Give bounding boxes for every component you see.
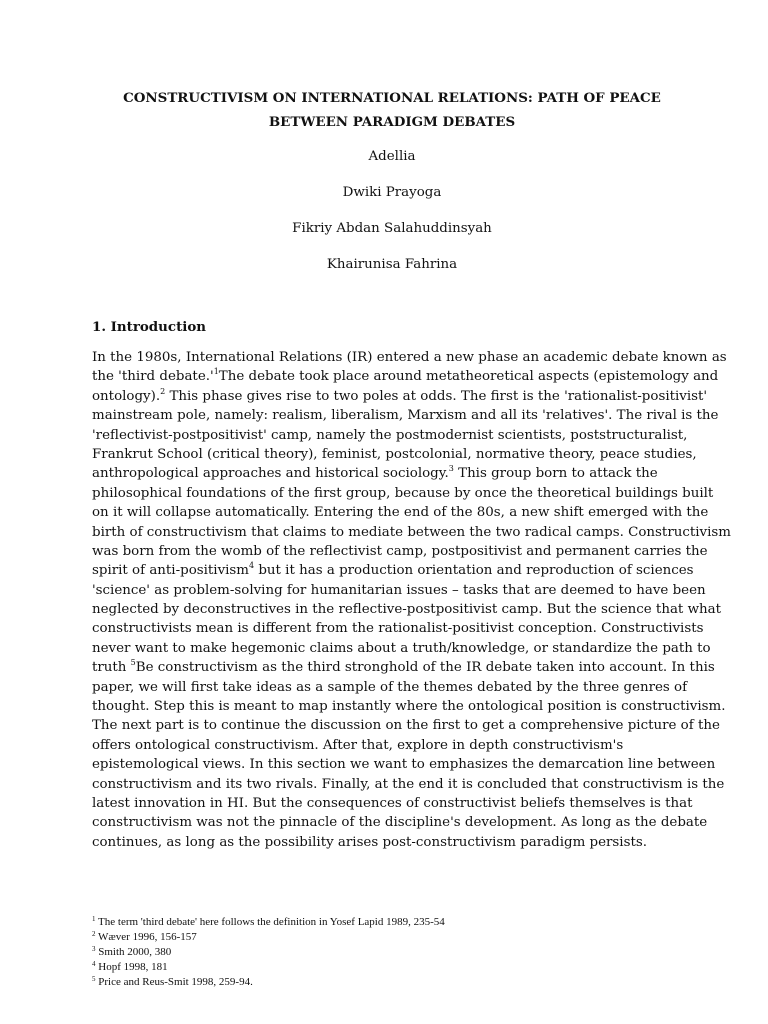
- paper-title: [92, 86, 692, 134]
- introduction-body: [92, 348, 731, 852]
- body-line: [92, 561, 694, 580]
- footnote-text: Hopf 1998, 181: [95, 961, 168, 973]
- body-text-segment: 'science' as problem-solving for humanitarian issues – tasks that are deemed to have been: [92, 582, 706, 598]
- footnote-number: 3: [92, 945, 96, 953]
- body-text-segment: philosophical foundations of the first group, because by once the theoretical buildings built: [92, 485, 714, 501]
- body-line: [92, 464, 682, 483]
- body-text-segment: on it will collapse automatically. Entering the end of the 80s, a new shift emerged with the: [92, 505, 709, 521]
- body-text-segment: paper, we will first take ideas as a sample of the themes debated by the three genres of: [92, 679, 688, 695]
- author-name: Khairunisa Fahrina: [326, 257, 458, 272]
- body-text-segment: ontology).: [92, 388, 161, 404]
- body-line: [92, 755, 716, 774]
- author-name: Adellia: [368, 149, 416, 164]
- title-line-2: BETWEEN PARADIGM DEBATES: [268, 114, 516, 130]
- footnote-text: The term 'third debate' here follows the definition in Yosef Lapid 1989, 235-54: [95, 916, 445, 928]
- body-text-segment: spirit of anti-positivism: [92, 563, 249, 579]
- body-line: [92, 348, 727, 367]
- body-text-segment: anthropological approaches and historical sociology.: [92, 466, 449, 482]
- footnote-text: Wæver 1996, 156-157: [95, 931, 197, 943]
- title-line-1: CONSTRUCTIVISM ON INTERNATIONAL RELATIONS: PATH OF PEACE: [123, 90, 661, 106]
- body-text-segment: latest innovation in HI. But the consequences of constructivist beliefs themselves is that: [92, 795, 693, 811]
- footnote-text: Smith 2000, 380: [95, 946, 172, 958]
- body-text-segment: epistemological views. In this section we want to emphasizes the demarcation line between: [92, 757, 716, 773]
- body-text-segment: constructivism was not the pinnacle of the discipline's development. As long as the debate: [92, 815, 708, 831]
- footnote-number: 4: [92, 960, 96, 968]
- body-line: [92, 678, 688, 697]
- body-line: [92, 445, 697, 464]
- footnote: [92, 945, 682, 960]
- footnote: [92, 975, 682, 990]
- body-text-segment: offers ontological constructivism. After that, explore in depth constructivism's: [92, 737, 624, 753]
- body-text-segment: constructivists mean is different from the rationalist-positivist conception. Constructivists: [92, 621, 704, 637]
- body-text-segment: was born from the womb of the reflectivist camp, postpositivist and permanent carries the: [92, 543, 708, 559]
- footnote: [92, 930, 682, 945]
- body-text-segment: truth: [92, 660, 131, 676]
- footnote-reference: 3: [448, 464, 454, 474]
- body-text-segment: In the 1980s, International Relations (IR) entered a new phase an academic debate known as: [92, 350, 727, 365]
- body-text-segment: This phase gives rise to two poles at odds. The first is the 'rationalist-positivist': [165, 388, 708, 404]
- body-text-segment: thought. Step this is meant to map instantly where the ontological position is constructivism.: [92, 699, 726, 715]
- footnote: [92, 915, 682, 930]
- body-line: [92, 619, 704, 638]
- body-line: [92, 581, 706, 600]
- footnote-reference: 5: [130, 658, 136, 668]
- author-name: Fikriy Abdan Salahuddinsyah: [292, 221, 492, 236]
- body-text-segment: constructivism and its two rivals. Finally, at the end it is concluded that constructivism is the: [92, 776, 725, 792]
- footnotes: [92, 915, 682, 990]
- body-text-segment: Be constructivism as the third stronghold of the IR debate taken into account. In this: [135, 660, 715, 676]
- body-text-segment: continues, as long as the possibility arises post-constructivism paradigm persists.: [92, 834, 647, 850]
- footnote-number: 5: [92, 975, 96, 983]
- section-heading: 1. Introduction: [92, 319, 207, 335]
- body-line: [92, 833, 682, 852]
- body-line: [92, 716, 720, 735]
- body-line: [92, 523, 731, 542]
- body-text-segment: neglected by deconstructives in the reflective-postpositivist camp. But the science that what: [92, 602, 722, 618]
- body-line: [92, 813, 708, 832]
- body-line: [92, 600, 722, 619]
- body-line: [92, 658, 715, 677]
- body-line: [92, 386, 708, 406]
- author-name: Dwiki Prayoga: [342, 185, 442, 200]
- body-line: [92, 697, 726, 716]
- footnote-reference: 1: [213, 367, 219, 377]
- body-text-segment: but it has a production orientation and reproduction of sciences: [254, 563, 694, 579]
- body-text-segment: mainstream pole, namely: realism, liberalism, Marxism and all its 'relatives'. The rival is the: [92, 408, 719, 424]
- author-list: [92, 148, 692, 292]
- body-line: [92, 639, 711, 658]
- body-line: [92, 736, 682, 755]
- footnote-number: 2: [92, 930, 96, 938]
- footnote: [92, 960, 682, 975]
- body-line: [92, 542, 708, 561]
- body-text-segment: The next part is to continue the discussion on the first to get a comprehensive picture of the: [92, 718, 720, 734]
- body-text-segment: never want to make hegemonic claims about a truth/knowledge, or standardize the path to: [92, 640, 711, 656]
- footnote-text: Price and Reus-Smit 1998, 259-94.: [95, 976, 253, 988]
- body-line: [92, 484, 714, 503]
- body-text-segment: This group born to attack the: [453, 466, 658, 482]
- body-line: [92, 367, 719, 386]
- body-line: [92, 794, 693, 813]
- body-text-segment: birth of constructivism that claims to mediate between the two radical camps. Constructivism: [92, 524, 731, 540]
- body-text-segment: Frankrut School (critical theory), feminist, postcolonial, normative theory, peace studies,: [92, 446, 697, 462]
- body-line: [92, 503, 709, 522]
- footnote-reference: 2: [160, 386, 166, 396]
- body-line: [92, 775, 725, 794]
- footnote-number: 1: [92, 915, 96, 923]
- body-line: [92, 426, 688, 445]
- body-text-segment: The debate took place around metatheoretical aspects (epistemology and: [218, 369, 719, 385]
- body-text-segment: 'reflectivist-postpositivist' camp, namely the postmodernist scientists, poststructuralist,: [92, 427, 688, 443]
- body-line: [92, 406, 719, 425]
- body-text-segment: the 'third debate.': [92, 369, 214, 385]
- footnote-reference: 4: [249, 561, 255, 571]
